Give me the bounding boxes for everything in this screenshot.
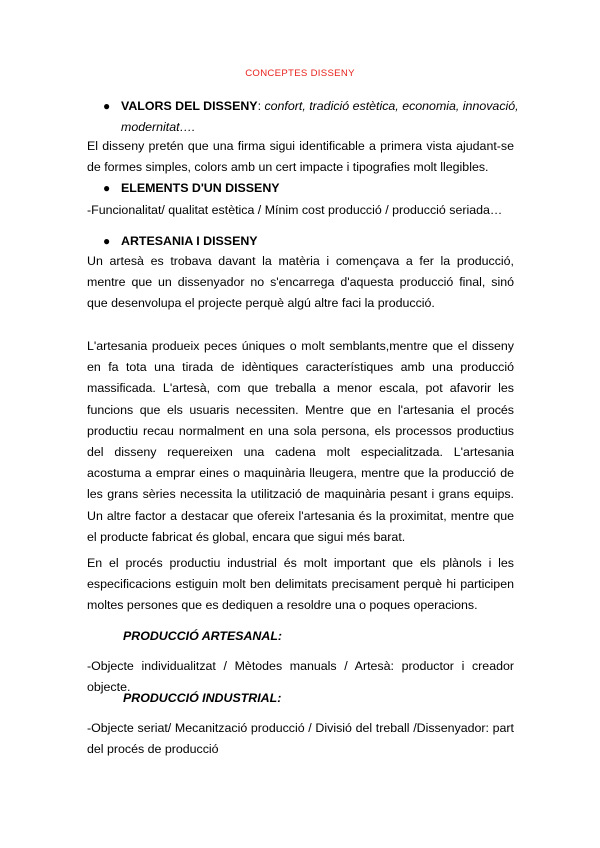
elements-paragraph: -Funcionalitat/ qualitat estètica / Mínim cost producció / producció seriada…: [87, 203, 503, 217]
bullet-dot-icon: ●: [103, 234, 111, 248]
artesania-paragraph-1: Un artesà es trobava davant la matèria i començava a fer la producció, mentre que un dissenyador no s'encarrega d'aquesta producció final, sinó que desenvolupa el projecte perquè algú altre faci la producció.: [87, 254, 514, 311]
bullet-dot-icon: ●: [103, 99, 111, 113]
industrial-paragraph: -Objecte seriat/ Mecanització producció / Divisió del treball /Dissenyador: part del procés de producció: [87, 721, 514, 757]
document-title: CONCEPTES DISSENY: [245, 68, 355, 79]
valors-paragraph: El disseny pretén que una firma sigui identificable a primera vista ajudant-se de formes simples, colors amb un cert impacte i tipografies molt llegibles.: [87, 139, 514, 175]
artesanal-paragraph: -Objecte individualitzat / Mètodes manuals / Artesà: productor i creador objecte.: [87, 659, 514, 695]
industrial-heading: PRODUCCIÓ INDUSTRIAL:: [123, 691, 282, 705]
valors-items: confort, tradició estètica, economia, innovació,: [264, 99, 519, 113]
valors-items-continued: modernitat….: [121, 120, 196, 134]
artesania-paragraph-3: En el procés productiu industrial és molt important que els plànols i les especificacions estiguin molt ben delimitats precisament perquè hi participen moltes persones que es dediquen a resoldre una o poques operacions.: [87, 556, 514, 613]
bullet-dot-icon: ●: [103, 181, 111, 195]
elements-heading: ELEMENTS D'UN DISSENY: [121, 181, 280, 195]
valors-heading: VALORS DEL DISSENY: [121, 99, 258, 113]
artesanal-heading: PRODUCCIÓ ARTESANAL:: [123, 629, 283, 643]
artesania-heading: ARTESANIA I DISSENY: [121, 234, 258, 248]
valors-heading-line: [121, 96, 521, 117]
valors-colon: :: [257, 99, 265, 113]
artesania-paragraph-2: L'artesania produeix peces úniques o molt semblants,mentre que el disseny en fa tota una tirada de idèntiques característiques amb una producció massificada. L'artesà, com que treballa a menor escala, pot afavorir les funcions que els usuaris necessiten. Mentre que en l'artesania el procés productiu recau normalment en una sola persona, els processos productius del disseny requereixen una cadena molt especialitzada. L'artesania acostuma a emprar eines o maquinària lleugera, mentre que la producció de les grans sèries necessita la utilització de maquinària pesant i grans equips. Un altre factor a destacar que ofereix l'artesania és la proximitat, mentre que el producte fabricat és global, encara que sigui més barat.: [87, 339, 514, 544]
